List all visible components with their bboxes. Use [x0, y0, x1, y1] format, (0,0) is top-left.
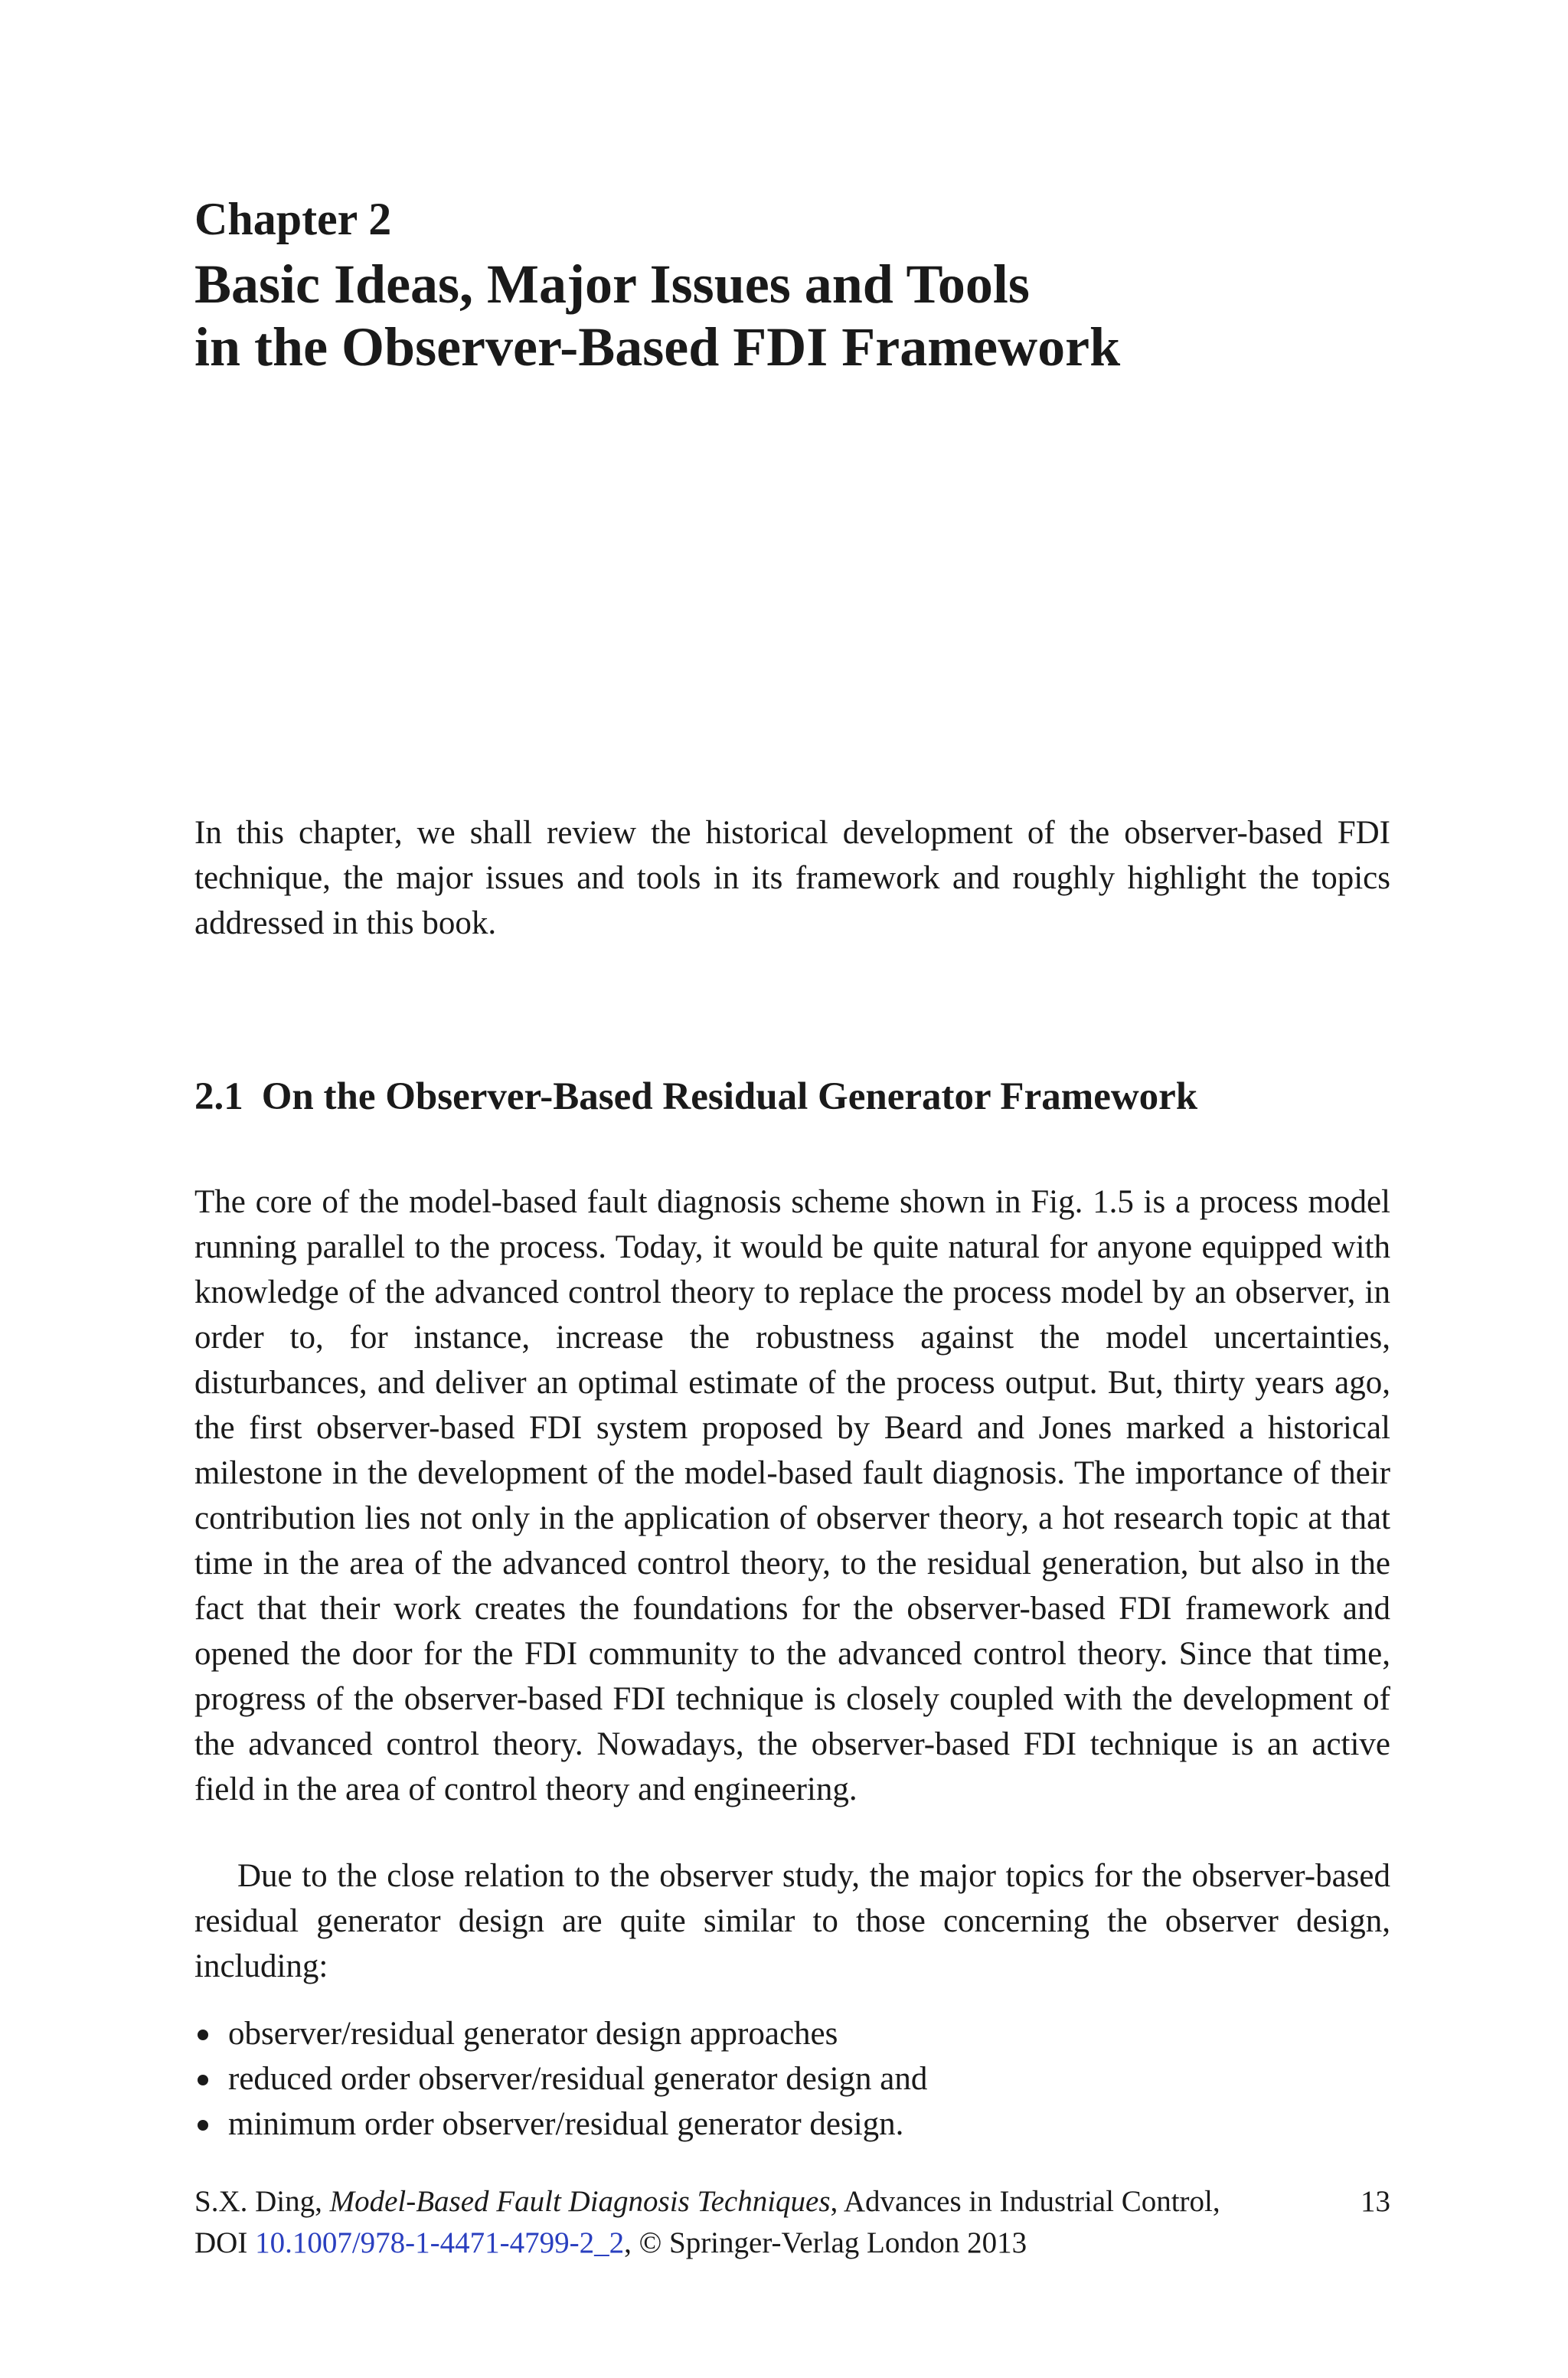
book-page: [194, 0, 1390, 2378]
topic-list: [194, 2011, 1390, 2147]
list-item-text: reduced order observer/residual generator design and: [228, 2061, 928, 2097]
citation-line-2: [194, 2223, 1390, 2264]
chapter-title-line-2: in the Observer-Based FDI Framework: [194, 316, 1121, 378]
footer-author: S.X. Ding,: [194, 2185, 322, 2218]
body-paragraph-2: Due to the close relation to the observer study, the major topics for the observer-based residual generator design are quite similar to those concerning the observer design, including:: [194, 1858, 1390, 1984]
chapter-title: [194, 253, 1120, 378]
doi-link[interactable]: 10.1007/978-1-4471-4799-2_2: [255, 2226, 625, 2259]
section-title: On the Observer-Based Residual Generator Framework: [261, 1075, 1198, 1118]
footer-copyright: , © Springer-Verlag London 2013: [624, 2226, 1027, 2259]
list-item-text: minimum order observer/residual generator design.: [228, 2106, 904, 2142]
footer-series: , Advances in Industrial Control,: [830, 2185, 1220, 2218]
bullet-icon: [198, 2030, 208, 2040]
section-number: 2.1: [194, 1075, 243, 1118]
chapter-title-line-1: Basic Ideas, Major Issues and Tools: [194, 254, 1030, 315]
section-heading: [194, 1072, 1197, 1121]
list-item: [194, 2056, 1390, 2102]
page-footer: [194, 2181, 1390, 2264]
footer-book-title: Model-Based Fault Diagnosis Techniques: [329, 2185, 831, 2218]
bullet-icon: [198, 2120, 208, 2131]
citation-line-1: [194, 2181, 1390, 2223]
footer-doi-prefix: DOI: [194, 2226, 248, 2259]
list-item: [194, 2102, 1390, 2147]
body-paragraph-1: The core of the model-based fault diagnosis scheme shown in Fig. 1.5 is a process model running parallel to the process. Today, it would be quite natural for anyone equipped with knowledge of the advanced control theory to replace the process model by an observer, in order to, for instance, increase the robustness against the model uncertainties, disturbances, and deliver an optimal estimate of the process output. But, thirty years ago, the first observer-based FDI system proposed by Beard and Jones marked a historical milestone in the development of the model-based fault diagnosis. The importance of their contribution lies not only in the application of observer theory, a hot research topic at that time in the area of the advanced control theory, to the residual generation, but also in the fact that their work creates the foundations for the observer-based FDI framework and opened the door for the FDI community to the advanced control theory. Since that time, progress of the observer-based FDI technique is closely coupled with the development of the advanced control theory. Nowadays, the observer-based FDI technique is an active field in the area of control theory and engineering.: [194, 1184, 1390, 1807]
list-item: [194, 2011, 1390, 2056]
page-number: 13: [1361, 2185, 1390, 2218]
chapter-abstract: In this chapter, we shall review the historical development of the observer-based FDI technique, the major issues and tools in its framework and roughly highlight the topics addressed in this book.: [194, 815, 1390, 941]
chapter-label: Chapter 2: [194, 194, 392, 244]
bullet-icon: [198, 2075, 208, 2085]
list-item-text: observer/residual generator design approaches: [228, 2016, 838, 2052]
